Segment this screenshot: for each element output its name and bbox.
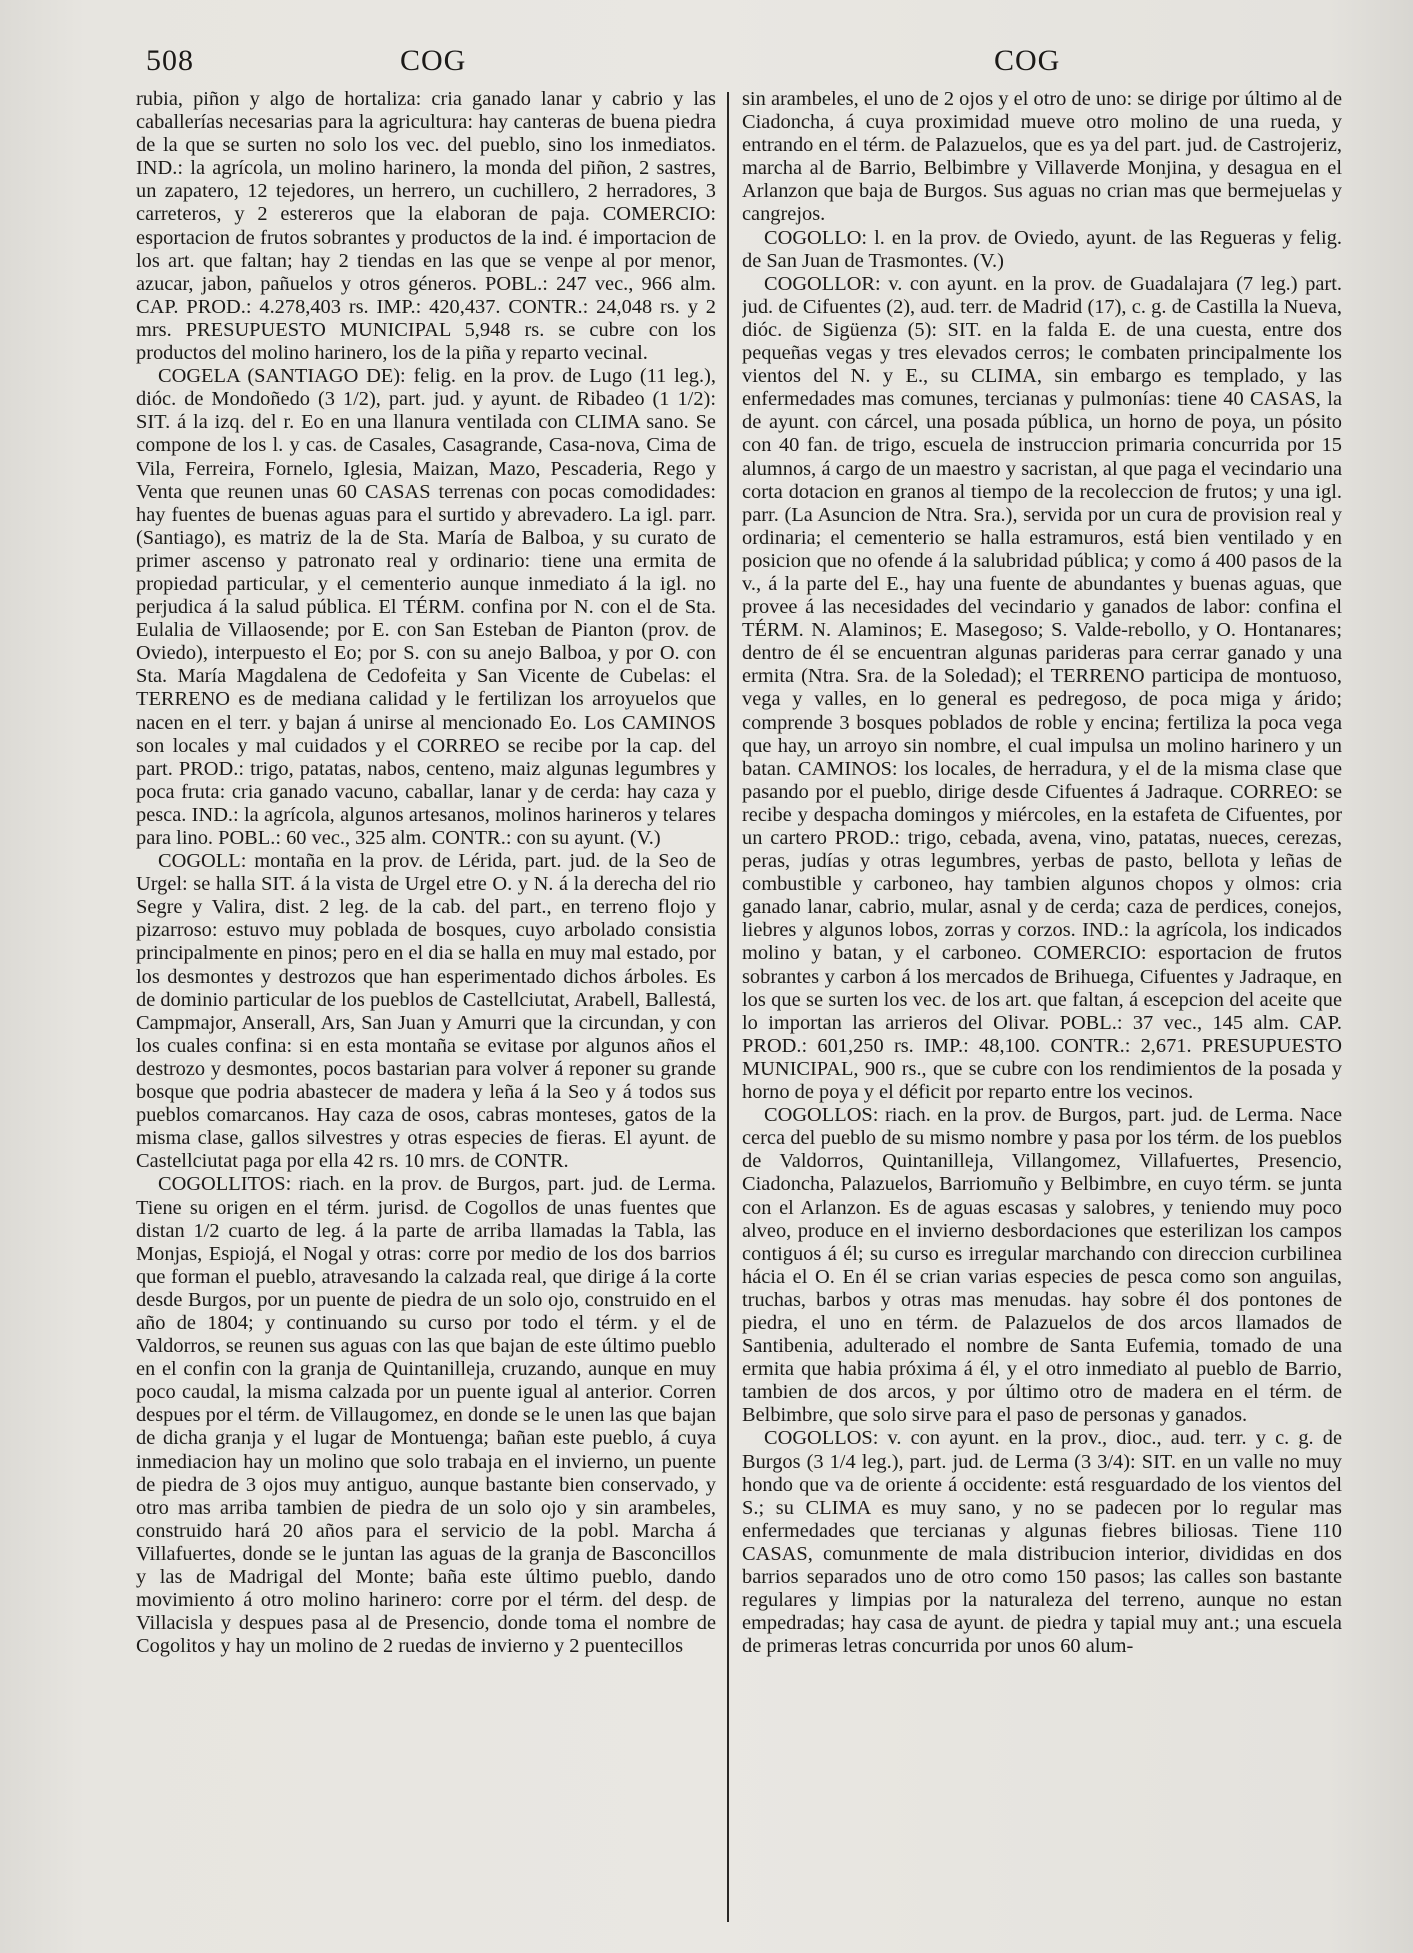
entry-cogela: COGELA (SANTIAGO DE): felig. en la prov. de Lugo (11 leg.), dióc. de Mondoñedo (3 1/2), part. jud. y ayunt. de Ribadeo (1 1/2): SIT. á la izq. del r. Eo en una llanura ventilada con CLIMA sano. Se compone de los l. y cas. de Casales, Casagrande, Casa-nova, Cima de Vila, Ferreira, Fornelo, Iglesia, Maizan, Mazo, Pescaderia, Rego y Venta que reunen unas 60 CASAS terrenas con pocas comodidades: hay fuentes de buenas aguas para el surtido y abrevadero. La igl. parr. (Santiago), es matriz de la de Sta. María de Balboa, y su curato de primer ascenso y patronato real y ordinario: tiene una ermita de propiedad particular, y el cementerio aunque inmediato á la igl. no perjudica á la salud pública. El TÉRM. confina por N. con el de Sta. Eulalia de Villaosende; por E. con San Esteban de Pianton (prov. de Oviedo), interpuesto el Eo; por S. con su anejo Balboa, y por O. con Sta. María Magdalena de Cedofeita y San Vicente de Cubelas: el TERRENO es de mediana calidad y le fertilizan los arroyuelos que nacen en el terr. y bajan á unirse al mencionado Eo. Los CAMINOS son locales y mal cuidados y el CORREO se recibe por la cap. del part. PROD.: trigo, patatas, nabos, centeno, maiz algunas legumbres y poca fruta: cria ganado vacuno, caballar, lanar y de cerda: hay caza y pesca. IND.: la agrícola, algunos artesanos, molinos harineros y telares para lino. POBL.: 60 vec., 325 alm. CONTR.: con su ayunt. (V.) [136,365,716,849]
entry-cogollo: COGOLLO: l. en la prov. de Oviedo, ayunt. de las Regueras y felig. de San Juan de Trasmontes. (V.) [742,226,1342,272]
entry-continuation: rubia, piñon y algo de hortaliza: cria ganado lanar y cabrio y las caballerías necesarias para la agricultura: hay canteras de buena piedra de la que se surten no solo los vec. del pueblo, sino los inmediatos. IND.: la agrícola, un molino harinero, la monda del piñon, 2 sastres, un zapatero, 12 tejedores, un herrero, un cuchillero, 2 herradores, 3 carreteros, y 2 estereros que la elaboran de paja. COMERCIO: esportacion de frutos sobrantes y productos de la ind. é importacion de los art. que faltan; hay 2 tiendas en las que se venpe al por menor, azucar, jabon, pañuelos y otros géneros. POBL.: 247 vec., 966 alm. CAP. PROD.: 4.278,403 rs. IMP.: 420,437. CONTR.: 24,048 rs. y 2 mrs. PRESUPUESTO MUNICIPAL 5,948 rs. se cubre con los productos del molino harinero, los de la piña y reparto vecinal. [136,88,716,365]
entry-cogollitos: COGOLLITOS: riach. en la prov. de Burgos, part. jud. de Lerma. Tiene su origen en el térm. jurisd. de Cogollos de unas fuentes que distan 1/2 cuarto de leg. á la parte de arriba llamadas la Tabla, las Monjas, Espiojá, el Nogal y otras: corre por medio de los dos barrios que forman el pueblo, atravesando la calzada real, que dirige á la corte desde Burgos, por un puente de piedra de un solo ojo, construido en el año de 1804; y continuando su curso por todo el térm. y el de Valdorros, se reunen sus aguas con las que bajan de este último pueblo en el confin con la granja de Quintanilleja, cruzando, aunque en muy poco caudal, la misma calzada por un puente igual al anterior. Corren despues por el térm. de Villaugomez, en donde se le unen las que bajan de dicha granja y el lugar de Montuenga; bañan este pueblo, á cuya inmediacion hay un molino que solo trabaja en el invierno, un puente de piedra de 3 ojos muy antiguo, aunque bastante bien conservado, y otro mas arriba tambien de piedra de un solo ojo y sin arambeles, construido hará 20 años para el servicio de la pobl. Marcha á Villafuertes, donde se le juntan las aguas de la granja de Basconcillos y las de Madrigal del Monte; baña este último pueblo, dando movimiento á otro molino harinero: corre por el térm. del desp. de Villacisla y despues pasa al de Presencio, donde toma el nombre de Cogolitos y hay un molino de 2 ruedas de invierno y 2 puentecillos [136,1173,716,1658]
right-column [742,88,1342,1933]
entry-cogollos-villa: COGOLLOS: v. con ayunt. en la prov., dioc., aud. terr. y c. g. de Burgos (3 1/4 leg.), part. jud. de Lerma (3 3/4): SIT. en un valle no muy hondo que va de oriente á occidente: está resguardado de los vientos del S.; su CLIMA es muy sano, y no se padecen por lo regular mas enfermedades que tercianas y algunas fiebres biliosas. Tiene 110 CASAS, comunmente de mala distribucion interior, divididas en dos barrios separados uno de otro como 150 pasos; las calles son bastante regulares y limpias por la naturaleza del terreno, aunque no estan empedradas; hay casa de ayunt. de piedra y tapial muy ant.; una escuela de primeras letras concurrida por unos 60 alum- [742,1427,1342,1658]
left-column [136,88,716,1933]
page-number: 508 [146,44,194,77]
left-running-title: COG [400,44,467,77]
entry-cogollor: COGOLLOR: v. con ayunt. en la prov. de Guadalajara (7 leg.) part. jud. de Cifuentes (2), aud. terr. de Madrid (17), c. g. de Castilla la Nueva, dióc. de Sigüenza (5): SIT. en la falda E. de una cuesta, entre dos pequeñas vegas y tres elevados cerros; le combaten principalmente los vientos del N. y E., su CLIMA, sin embargo es templado, y las enfermedades mas comunes, tercianas y pulmonías: tiene 40 CASAS, la de ayunt. con cárcel, una posada pública, un horno de poya, un pósito con 40 fan. de trigo, escuela de instruccion primaria concurrida por 15 alumnos, á cargo de un maestro y sacristan, al que paga el vecindario una corta dotacion en granos al tiempo de la recoleccion de frutos; y una igl. parr. (La Asuncion de Ntra. Sra.), servida por un cura de provision real y ordinaria; el cementerio se halla estramuros, está bien ventilado y en posicion que no ofende á la salubridad pública; y como á 400 pasos de la v., á la parte del E., hay una fuente de abundantes y buenas aguas, que provee á las necesidades del vecindario y ganados de labor: confina el TÉRM. N. Alaminos; E. Masegoso; S. Valde-rebollo, y O. Hontanares; dentro de él se encuentran algunas parideras para cerrar ganado y una ermita (Ntra. Sra. de la Soledad); el TERRENO participa de montuoso, vega y valles, en lo general es pedregoso, de poca miga y árido; comprende 3 bosques poblados de roble y encina; fertiliza la poca vega que hay, un arroyo sin nombre, el cual impulsa un molino harinero y un batan. CAMINOS: los locales, de herradura, y el de la misma clase que pasando por el pueblo, dirige desde Cifuentes á Jadraque. CORREO: se recibe y despacha domingos y miércoles, en la estafeta de Cifuentes, por un cartero PROD.: trigo, cebada, avena, vino, patatas, nueces, cerezas, peras, judías y otras legumbres, yerbas de pasto, bellota y leñas de combustible y carboneo, hay tambien algunos chopos y olmos: cria ganado lanar, cabrio, mular, asnal y de cerda; caza de perdices, conejos, liebres y algunos lobos, zorras y corzos. IND.: la agrícola, los indicados molino y batan, y el carboneo. COMERCIO: esportacion de frutos sobrantes y carbon á los mercados de Brihuega, Cifuentes y Jadraque, en los que se surten los vec. de los art. que faltan, á escepcion del aceite que lo importan las arrieros del Olivar. POBL.: 37 vec., 145 alm. CAP. PROD.: 601,250 rs. IMP.: 48,100. CONTR.: 2,671. PRESUPUESTO MUNICIPAL, 900 rs., que se cubre con los rendimientos de la posada y horno de poya y el déficit por reparto entre los vecinos. [742,272,1342,1104]
column-divider [727,92,729,1922]
entry-cogollos-riach: COGOLLOS: riach. en la prov. de Burgos, part. jud. de Lerma. Nace cerca del pueblo de su mismo nombre y pasa por los térm. de los pueblos de Valdorros, Quintanilleja, Villangomez, Villafuertes, Presencio, Ciadoncha, Palazuelos, Barriomuño y Belbimbre, en cuyo térm. se junta con el Arlanzon. Es de aguas escasas y salobres, y teniendo muy poco alveo, produce en el invierno desbordaciones que esterilizan los campos contiguos á él; su curso es irregular marchando con direccion curbilinea hácia el O. En él se crian varias especies de pesca como son anguilas, truchas, barbos y otras mas menudas. hay sobre él dos pontones de piedra, el uno en térm. de Palazuelos de dos arcos llamados de Santibenia, adulterado el nombre de Santa Eufemia, tomado de una ermita que habia próxima á él, y el otro inmediato al pueblo de Barrio, tambien de dos arcos, y por último otro de madera en el térm. de Belbimbre, que solo sirve para el paso de personas y ganados. [742,1104,1342,1427]
entry-cogoll: COGOLL: montaña en la prov. de Lérida, part. jud. de la Seo de Urgel: se halla SIT. á la vista de Urgel etre O. y N. á la derecha del rio Segre y Valira, dist. 2 leg. de la cab. del part., en terreno flojo y pizarroso: estuvo muy poblada de bosques, cuyo arbolado consistia principalmente en pinos; pero en el dia se halla en muy mal estado, por los desmontes y destrozos que han esperimentado dichos árboles. Es de dominio particular de los pueblos de Castellciutat, Arabell, Ballestá, Campmajor, Anserall, Ars, San Juan y Amurri que la circundan, y con los cuales confina: si en esta montaña se evitase por algunos años el destrozo y desmontes, pocos bastarian para volver á reponer su grande bosque que podria abastecer de madera y leña á la Seo y á todos sus pueblos comarcanos. Hay caza de osos, cabras monteses, gatos de la misma clase, gallos silvestres y otras especies de fieras. El ayunt. de Castellciutat paga por ella 42 rs. 10 mrs. de CONTR. [136,850,716,1173]
right-running-title: COG [994,44,1061,77]
entry-continuation: sin arambeles, el uno de 2 ojos y el otro de uno: se dirige por último al de Ciadoncha, á cuya proximidad mueve otro molino de una rueda, y entrando en el térm. de Palazuelos, que es ya del part. jud. de Castrojeriz, marcha al de Barrio, Belbimbre y Villaverde Monjina, y desagua en el Arlanzon que baja de Burgos. Sus aguas no crian mas que bermejuelas y cangrejos. [742,88,1342,226]
running-header [0,44,1413,84]
